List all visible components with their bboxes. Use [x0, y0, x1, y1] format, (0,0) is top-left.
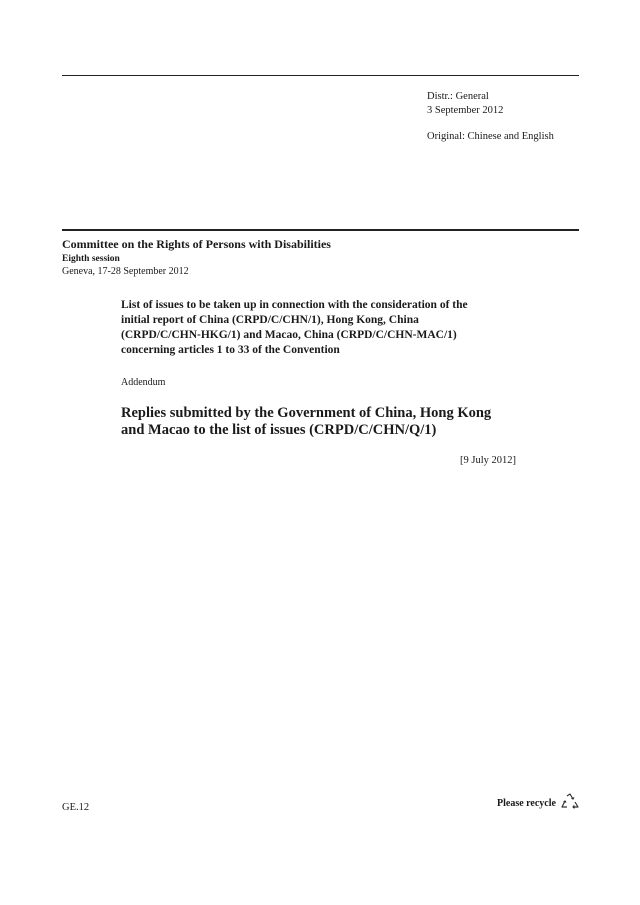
- recycle-notice: [497, 793, 581, 813]
- issues-title-line: initial report of China (CRPD/C/CHN/1), Hong Kong, China: [121, 314, 419, 326]
- job-number: GE.12: [62, 802, 90, 813]
- original-language: Original: Chinese and English: [427, 131, 554, 142]
- document-date: 3 September 2012: [427, 105, 504, 116]
- replies-title-line: Replies submitted by the Government of China, Hong Kong: [121, 405, 492, 421]
- issues-title-line: concerning articles 1 to 33 of the Convention: [121, 344, 340, 356]
- replies-title-line: and Macao to the list of issues (CRPD/C/CHN/Q/1): [121, 422, 437, 438]
- document-meta: [427, 90, 554, 144]
- replies-title: [121, 405, 521, 439]
- venue-dates: Geneva, 17-28 September 2012: [62, 266, 189, 277]
- issues-title-line: List of issues to be taken up in connection with the consideration of the: [121, 299, 468, 311]
- distribution: Distr.: General: [427, 91, 489, 102]
- issues-title-line: (CRPD/C/CHN-HKG/1) and Macao, China (CRPD/C/CHN-MAC/1): [121, 329, 457, 341]
- committee-name: Committee on the Rights of Persons with Disabilities: [62, 237, 331, 251]
- session-label: Eighth session: [62, 254, 120, 264]
- addendum-label: Addendum: [121, 377, 166, 388]
- title-rule: [62, 229, 579, 231]
- issues-title: [121, 298, 521, 358]
- reply-date: [9 July 2012]: [460, 455, 516, 466]
- recycle-icon: [559, 793, 581, 813]
- header-rule: [62, 75, 579, 76]
- recycle-label: Please recycle: [497, 797, 556, 809]
